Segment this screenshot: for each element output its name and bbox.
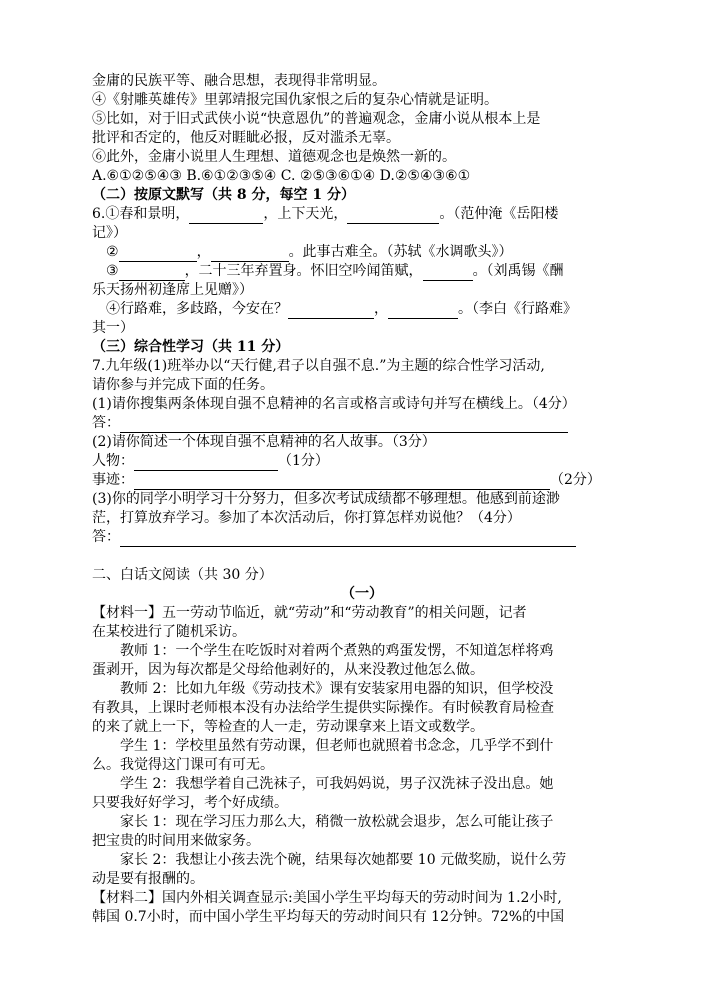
text-line: 7.九年级(1)班举办以“天行健,君子以自强不息.”为主题的综合性学习活动, [92,358,545,374]
person-score: （1分） [278,453,329,469]
text-line: 【材料二】国内外相关调查显示:美国小学生平均每天的劳动时间为 1.2小时, [92,890,562,906]
text-line: 把宝贵的时间用来做家务。 [92,833,260,849]
fill-blank[interactable] [288,303,374,319]
fill-blank[interactable] [347,208,439,224]
text-line: 茫，打算放弃学习。参加了本次活动后，你打算怎样劝说他？（4分） [92,510,521,526]
text-line: 请你参与并完成下面的任务。 [92,377,274,393]
event-blank[interactable] [134,474,550,490]
person-line [92,452,632,471]
text-line: ⑤比如，对于旧式武侠小说“快意恩仇”的普遍观念，金庸小说从根本上是 [92,111,541,127]
question-6-line-4 [92,300,632,319]
text-line: ④《射雕英雄传》里郭靖报完国仇家恨之后的复杂心情就是证明。 [92,92,498,108]
text-line: 蛋剥开，因为每次都是父母给他剥好的，从来没教过他怎么做。 [92,662,484,678]
text: ， [374,301,388,317]
text: 。（范仲淹《岳阳楼 [439,206,559,222]
text-line: ⑥此外，金庸小说里人生理想、道德观念也是焕然一新的。 [92,149,456,165]
text: 。（李白《行路难》 [458,301,577,317]
question-6-line-2 [92,243,632,262]
text-line: 只要我好好学习，考个好成绩。 [92,795,288,811]
text: ， [196,244,211,260]
text-line: 【材料一】五一劳动节临近，就“劳动”和“劳动教育”的相关问题，记者 [92,605,527,621]
text-line: 么。我觉得这门课可有可无。 [92,757,274,773]
question-6-line-3 [92,262,632,281]
text-line: 家长 2：我想让小孩去洗个碗，结果每次她都要 10 元做奖励，说什么劳 [120,852,567,868]
event-line [92,471,632,490]
question-6-line-1 [92,205,632,224]
text-line: 记》） [92,225,127,241]
fill-blank[interactable] [423,265,473,281]
text-line: 家长 1：现在学习压力那么大，稍微一放松就会退步，怎么可能让孩子 [120,814,554,830]
answer-blank[interactable] [120,531,576,547]
fill-blank[interactable] [388,303,458,319]
person-blank[interactable] [134,455,278,471]
answer-label: 答： [92,415,120,431]
text: ④行路难，多歧路，今安在？ [106,301,288,317]
text-line: 动是要有报酬的。 [92,871,204,887]
text-line: 教师 1：一个学生在吃饭时对着两个煮熟的鸡蛋发愣，不知道怎样将鸡 [120,643,554,659]
text-line: 的来了就上一下，等检查的人一走，劳动课拿来上语文或数学。 [92,719,484,735]
answer-label: 答： [92,529,120,545]
text-line: 韩国 0.7小时，而中国小学生平均每天的劳动时间只有 12分钟。72%的中国 [92,909,565,925]
answer-blank[interactable] [120,417,568,433]
fill-blank[interactable] [119,246,197,262]
text: 6.①春和景明， [92,206,190,222]
text-line: 有教具，上课时老师根本没有办法给学生提供实际操作。有时候教育局检查 [92,700,554,716]
section-heading-comprehensive: （三）综合性学习（共 11 分） [92,339,290,355]
fill-blank[interactable] [211,246,289,262]
text-line: 批评和否定的，他反对睚眦必报，反对滥杀无辜。 [92,130,400,146]
exam-page [92,72,632,927]
fill-blank[interactable] [119,265,185,281]
text-line: 乐天扬州初逢席上见赠》） [92,282,253,298]
answer-line-3 [92,528,632,547]
answer-line-1 [92,414,632,433]
event-label: 事迹： [92,472,134,488]
text: ② [106,244,119,260]
text-line: 金庸的民族平等、融合思想，表现得非常明显。 [92,73,386,89]
text-line: 学生 1：学校里虽然有劳动课，但老师也就照着书念念，几乎学不到什 [120,738,554,754]
text-line: 教师 2：比如九年级《劳动技术》课有安装家用电器的知识，但学校没 [120,681,554,697]
text-line: 学生 2：我想学着自己洗袜子，可我妈妈说，男子汉洗袜子没出息。她 [120,776,554,792]
person-label: 人物： [92,453,134,469]
text-line: (2)请你简述一个体现自强不息精神的名人故事。（3分） [92,434,436,450]
text: ③ [106,263,119,279]
section-heading-recite: （二）按原文默写（共 8 分，每空 1 分） [92,187,355,203]
text: ，上下天光， [263,206,348,222]
event-score: （2分） [550,472,601,488]
text: 。（刘禹锡《酬 [472,263,564,279]
text: 。此事古难全。（苏轼《水调歌头》） [288,244,513,260]
answer-options: A.⑥①②⑤④③ B.⑥①②③⑤④ C. ②⑤③⑥①④ D.②⑤④③⑥① [92,168,471,184]
text-line: (1)请你搜集两条体现自强不息精神的名言或格言或诗句并写在横线上。（4分） [92,396,576,412]
sub-heading: （一） [341,586,383,602]
text-line: (3)你的同学小明学习十分努力，但多次考试成绩都不够理想。他感到前途渺 [92,491,560,507]
text: ，二十三年弃置身。怀旧空吟闻笛赋， [184,263,423,279]
part-heading: 二、白话文阅读（共 30 分） [92,567,273,583]
text-line: 其一） [92,320,134,336]
text-line: 在某校进行了随机采访。 [92,624,246,640]
fill-blank[interactable] [189,208,263,224]
